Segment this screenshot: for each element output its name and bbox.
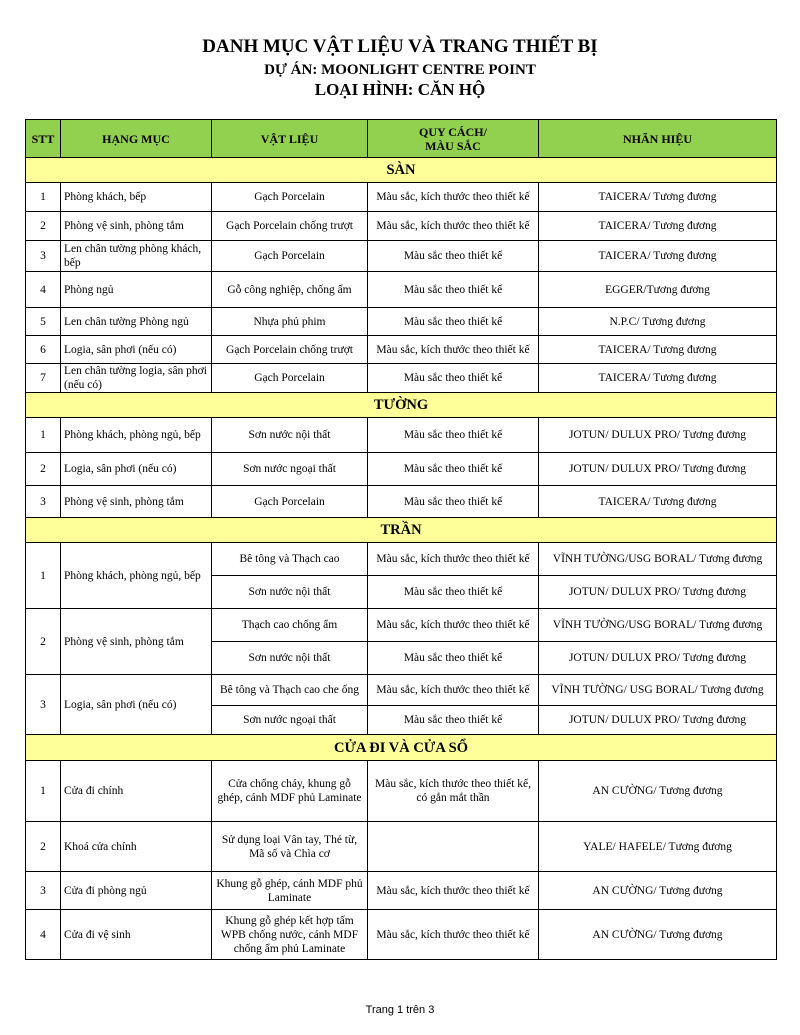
- cell-brand: AN CƯỜNG/ Tương đương: [539, 910, 777, 960]
- page-number: Trang 1 trên 3: [365, 1004, 435, 1016]
- cell-material: Gạch Porcelain chống trượt: [212, 336, 368, 364]
- cell-item: Phòng vệ sinh, phòng tắm: [61, 609, 212, 675]
- cell-item: Phòng khách, phòng ngủ, bếp: [61, 543, 212, 609]
- section-row: [26, 393, 777, 418]
- table-row: [26, 675, 777, 706]
- materials-table: [25, 119, 777, 960]
- cell-material: Nhựa phủ phim: [212, 308, 368, 336]
- table-row: [26, 272, 777, 308]
- cell-brand: TAICERA/ Tương đương: [539, 486, 777, 518]
- cell-spec: Màu sắc, kích thước theo thiết kế: [368, 609, 539, 642]
- cell-item: Phòng khách, bếp: [61, 183, 212, 212]
- table-row: [26, 609, 777, 642]
- cell-item: Khoá cửa chính: [61, 822, 212, 872]
- cell-stt: 1: [26, 183, 61, 212]
- table-row: [26, 910, 777, 960]
- cell-spec: Màu sắc theo thiết kế: [368, 576, 539, 609]
- header-item: HẠNG MỤC: [61, 120, 212, 158]
- cell-stt: 6: [26, 336, 61, 364]
- cell-material: Sơn nước nội thất: [212, 576, 368, 609]
- cell-material: Bê tông và Thạch cao che ống: [212, 675, 368, 706]
- section-title: SÀN: [26, 158, 777, 183]
- cell-spec: Màu sắc, kích thước theo thiết kế, có gắn mắt thần: [368, 761, 539, 822]
- cell-spec: Màu sắc theo thiết kế: [368, 486, 539, 518]
- cell-brand: N.P.C/ Tương đương: [539, 308, 777, 336]
- cell-stt: 3: [26, 241, 61, 272]
- cell-item: Len chân tường logia, sân phơi (nếu có): [61, 364, 212, 393]
- table-row: [26, 336, 777, 364]
- cell-item: Logia, sân phơi (nếu có): [61, 675, 212, 735]
- cell-material: Gạch Porcelain: [212, 364, 368, 393]
- table-row: [26, 761, 777, 822]
- cell-brand: TAICERA/ Tương đương: [539, 364, 777, 393]
- cell-brand: YALE/ HAFELE/ Tương đương: [539, 822, 777, 872]
- cell-item: Len chân tường Phòng ngủ: [61, 308, 212, 336]
- cell-item: Phòng ngủ: [61, 272, 212, 308]
- cell-brand: AN CƯỜNG/ Tương đương: [539, 872, 777, 910]
- cell-brand: JOTUN/ DULUX PRO/ Tương đương: [539, 642, 777, 675]
- cell-item: Logia, sân phơi (nếu có): [61, 453, 212, 486]
- cell-material: Gạch Porcelain: [212, 183, 368, 212]
- cell-stt: 4: [26, 272, 61, 308]
- cell-brand: VĨNH TƯỜNG/USG BORAL/ Tương đương: [539, 609, 777, 642]
- cell-stt: 3: [26, 486, 61, 518]
- cell-material: Khung gỗ ghép kết hợp tấm WPB chống nước, cánh MDF chống ẩm phủ Laminate: [212, 910, 368, 960]
- cell-item: Phòng vệ sinh, phòng tắm: [61, 212, 212, 241]
- cell-brand: TAICERA/ Tương đương: [539, 183, 777, 212]
- cell-material: Gạch Porcelain chống trượt: [212, 212, 368, 241]
- cell-stt: 3: [26, 675, 61, 735]
- section-row: [26, 518, 777, 543]
- cell-stt: 7: [26, 364, 61, 393]
- document-title: DANH MỤC VẬT LIỆU VÀ TRANG THIẾT BỊ: [202, 36, 598, 57]
- unit-type: LOẠI HÌNH: CĂN HỘ: [314, 80, 486, 99]
- cell-spec: Màu sắc theo thiết kế: [368, 241, 539, 272]
- cell-brand: JOTUN/ DULUX PRO/ Tương đương: [539, 418, 777, 453]
- table-row: [26, 872, 777, 910]
- header-material: VẬT LIỆU: [212, 120, 368, 158]
- cell-spec: Màu sắc, kích thước theo thiết kế: [368, 872, 539, 910]
- header-spec: QUY CÁCH/ MÀU SẮC: [368, 120, 539, 158]
- cell-brand: VĨNH TƯỜNG/USG BORAL/ Tương đương: [539, 543, 777, 576]
- cell-material: Cửa chống cháy, khung gỗ ghép, cánh MDF phủ Laminate: [212, 761, 368, 822]
- cell-material: Sơn nước nội thất: [212, 642, 368, 675]
- table-row: [26, 241, 777, 272]
- cell-brand: TAICERA/ Tương đương: [539, 212, 777, 241]
- cell-material: Bê tông và Thạch cao: [212, 543, 368, 576]
- cell-spec: Màu sắc theo thiết kế: [368, 453, 539, 486]
- cell-material: Sơn nước ngoại thất: [212, 453, 368, 486]
- cell-brand: EGGER/Tương đương: [539, 272, 777, 308]
- table-row: [26, 543, 777, 576]
- table-row: [26, 212, 777, 241]
- cell-item: Cửa đi vệ sinh: [61, 910, 212, 960]
- project-name: DỰ ÁN: MOONLIGHT CENTRE POINT: [264, 62, 536, 78]
- table-row: [26, 453, 777, 486]
- cell-material: Gạch Porcelain: [212, 241, 368, 272]
- cell-brand: TAICERA/ Tương đương: [539, 336, 777, 364]
- cell-material: Thạch cao chống ẩm: [212, 609, 368, 642]
- section-row: [26, 735, 777, 761]
- cell-material: Gỗ công nghiệp, chống ẩm: [212, 272, 368, 308]
- cell-spec: Màu sắc, kích thước theo thiết kế: [368, 183, 539, 212]
- cell-brand: AN CƯỜNG/ Tương đương: [539, 761, 777, 822]
- cell-item: Len chân tường phòng khách, bếp: [61, 241, 212, 272]
- header-stt: STT: [26, 120, 61, 158]
- cell-spec: Màu sắc, kích thước theo thiết kế: [368, 336, 539, 364]
- table-row: [26, 822, 777, 872]
- cell-stt: 2: [26, 822, 61, 872]
- cell-brand: VĨNH TƯỜNG/ USG BORAL/ Tương đương: [539, 675, 777, 706]
- cell-stt: 1: [26, 761, 61, 822]
- header-brand: NHÃN HIỆU: [539, 120, 777, 158]
- cell-material: Sử dụng loại Vân tay, Thẻ từ, Mã số và Chìa cơ: [212, 822, 368, 872]
- cell-stt: 1: [26, 418, 61, 453]
- cell-spec: Màu sắc theo thiết kế: [368, 272, 539, 308]
- cell-stt: 2: [26, 609, 61, 675]
- cell-spec: Màu sắc theo thiết kế: [368, 642, 539, 675]
- table-row: [26, 364, 777, 393]
- cell-material: Sơn nước nội thất: [212, 418, 368, 453]
- section-title: TRẦN: [26, 518, 777, 543]
- header-row: [26, 120, 777, 158]
- table-row: [26, 418, 777, 453]
- cell-stt: 2: [26, 212, 61, 241]
- cell-spec: Màu sắc theo thiết kế: [368, 706, 539, 735]
- cell-stt: 4: [26, 910, 61, 960]
- cell-stt: 3: [26, 872, 61, 910]
- cell-material: Gạch Porcelain: [212, 486, 368, 518]
- cell-brand: JOTUN/ DULUX PRO/ Tương đương: [539, 576, 777, 609]
- cell-item: Cửa đi chính: [61, 761, 212, 822]
- cell-stt: 5: [26, 308, 61, 336]
- cell-spec: Màu sắc, kích thước theo thiết kế: [368, 212, 539, 241]
- cell-material: Khung gỗ ghép, cánh MDF phủ Laminate: [212, 872, 368, 910]
- cell-stt: 1: [26, 543, 61, 609]
- cell-spec: Màu sắc theo thiết kế: [368, 308, 539, 336]
- cell-brand: JOTUN/ DULUX PRO/ Tương đương: [539, 706, 777, 735]
- cell-brand: TAICERA/ Tương đương: [539, 241, 777, 272]
- cell-spec: Màu sắc, kích thước theo thiết kế: [368, 675, 539, 706]
- cell-spec: Màu sắc, kích thước theo thiết kế: [368, 543, 539, 576]
- table-row: [26, 183, 777, 212]
- cell-spec: Màu sắc theo thiết kế: [368, 418, 539, 453]
- cell-spec: Màu sắc, kích thước theo thiết kế: [368, 910, 539, 960]
- cell-brand: JOTUN/ DULUX PRO/ Tương đương: [539, 453, 777, 486]
- cell-spec: Màu sắc theo thiết kế: [368, 364, 539, 393]
- cell-spec: [368, 822, 539, 872]
- cell-item: Cửa đi phòng ngủ: [61, 872, 212, 910]
- table-row: [26, 308, 777, 336]
- table-row: [26, 486, 777, 518]
- section-row: [26, 158, 777, 183]
- cell-material: Sơn nước ngoại thất: [212, 706, 368, 735]
- cell-stt: 2: [26, 453, 61, 486]
- section-title: CỬA ĐI VÀ CỬA SỔ: [26, 735, 777, 761]
- section-title: TƯỜNG: [26, 393, 777, 418]
- cell-item: Logia, sân phơi (nếu có): [61, 336, 212, 364]
- cell-item: Phòng vệ sinh, phòng tắm: [61, 486, 212, 518]
- cell-item: Phòng khách, phòng ngủ, bếp: [61, 418, 212, 453]
